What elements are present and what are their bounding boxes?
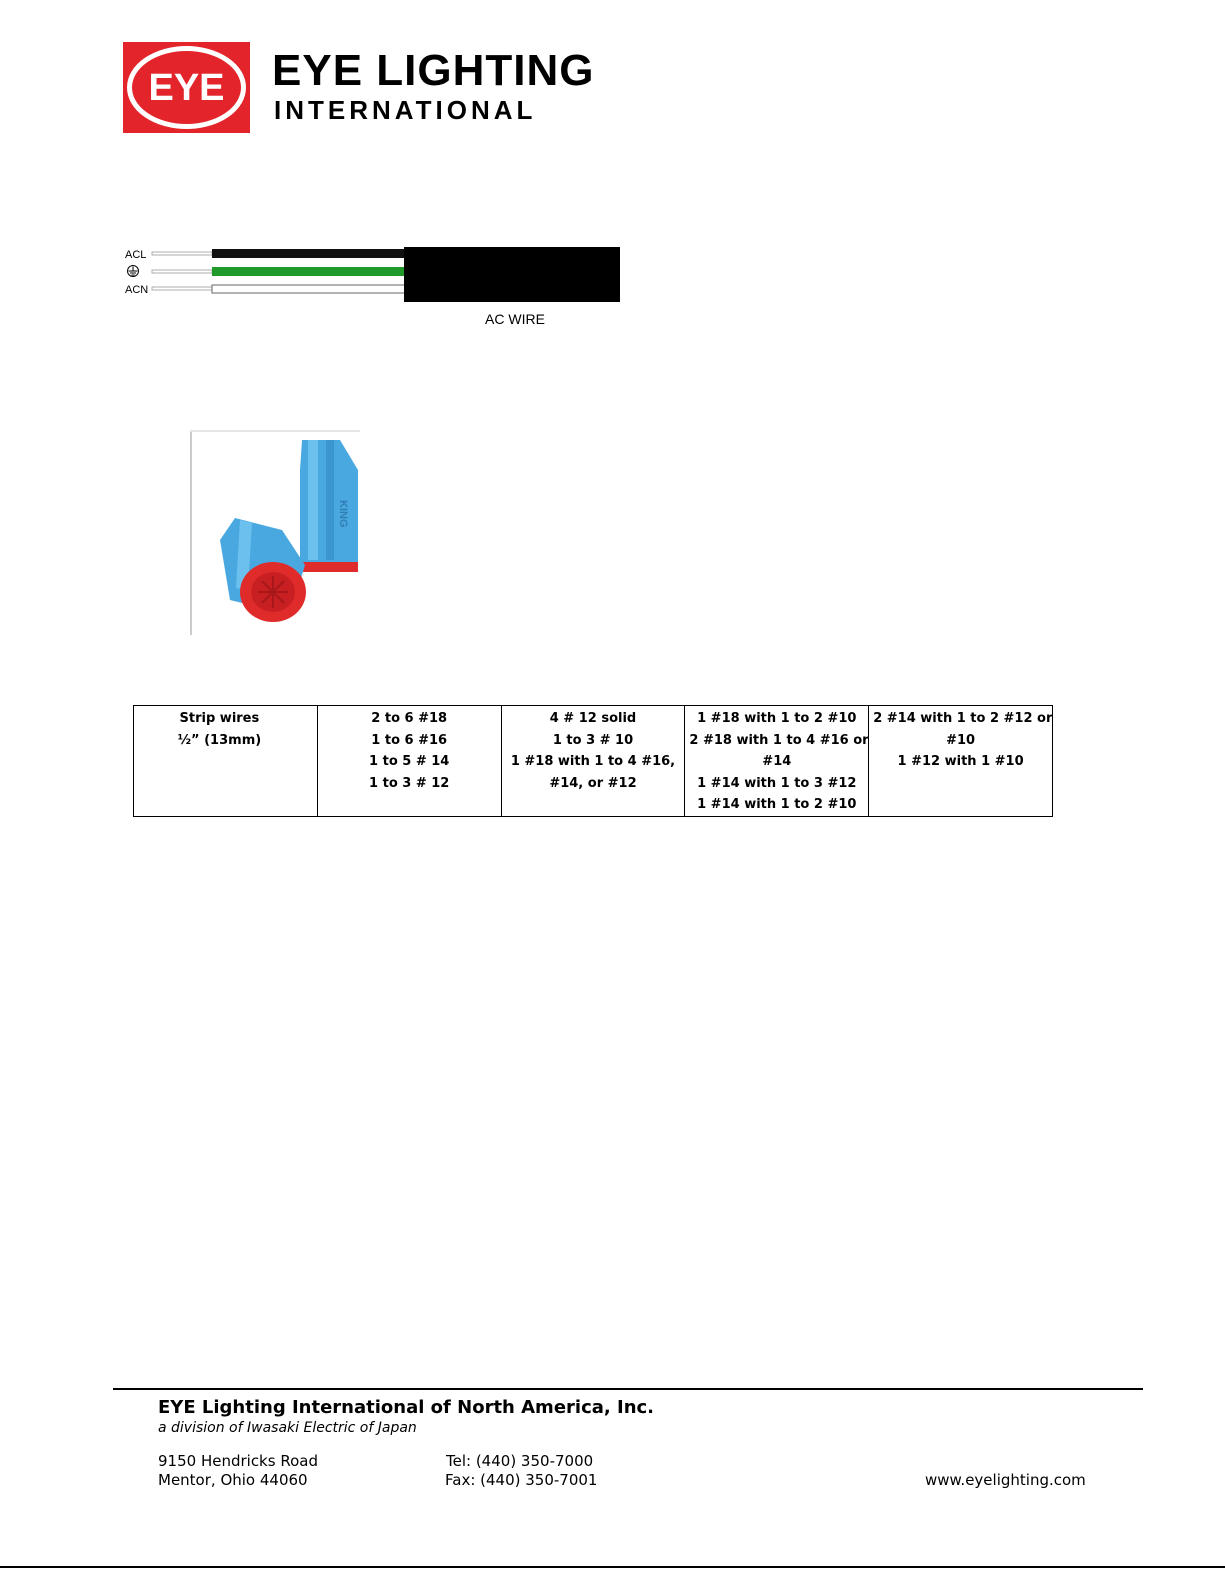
table-line: 1 #18 with 1 to 4 #16, [510,754,676,769]
wire-nut-photo [190,430,360,635]
table-line: Strip wires [179,711,260,726]
strip-length-cell [134,706,318,817]
footer-divider [113,1388,1143,1390]
table-line: 1 to 6 #16 [371,732,448,748]
table-line: #10 [946,732,976,748]
logo-wordmark-line2: INTERNATIONAL [274,95,537,125]
footer-company-name: EYE Lighting International of North America, Inc. [158,1397,655,1418]
footer-website-link[interactable]: www.eyelighting.com [925,1471,1086,1489]
wire-caption: AC WIRE [485,311,545,327]
logo-mark-text: EYE [148,67,225,109]
ac-wire-diagram [118,240,638,340]
table-line: 1 #18 with 1 to 2 #10 [697,711,857,726]
footer-fax: Fax: (440) 350-7001 [445,1471,598,1489]
ground-icon [128,266,139,277]
table-cell [317,706,501,817]
logo-wordmark-line1: EYE LIGHTING [272,46,595,95]
table-row [134,706,1053,817]
table-line: 1 #14 with 1 to 2 #10 [697,797,857,812]
footer-address-line1: 9150 Hendricks Road [158,1452,318,1470]
footer-telephone: Tel: (440) 350-7000 [446,1452,594,1470]
table-line: 1 #14 with 1 to 3 #12 [697,775,857,791]
table-line: 1 to 5 # 14 [369,754,450,769]
line-wire [212,249,408,258]
wire-nut-back [300,440,358,572]
table-line: ½” (13mm) [177,732,262,748]
wire-label-neutral: ACN [125,284,149,296]
table-line: 1 to 3 # 12 [369,775,450,791]
footer-division: a division of Iwasaki Electric of Japan [158,1420,417,1436]
table-line: 1 #12 with 1 #10 [897,754,1024,769]
table-cell [685,706,869,817]
table-line: 2 #14 with 1 to 2 #12 or [873,711,1053,726]
table-line: #14, or #12 [549,775,637,791]
table-line: 1 to 3 # 10 [552,732,634,748]
wire-jacket [404,247,620,302]
logo-mark [123,42,250,133]
table-line: #14 [762,754,792,769]
wire-label-line: ACL [125,249,147,261]
table-line: 2 to 6 #18 [371,711,448,726]
table-line: 4 # 12 solid [549,711,637,726]
neutral-wire [212,285,408,293]
wire-nut-brand: KING [337,500,349,528]
page-bottom-divider [0,1566,1225,1568]
ground-wire [212,267,408,276]
footer-address-line2: Mentor, Ohio 44060 [158,1471,308,1489]
wire-combination-table [133,705,1053,817]
table-cell [501,706,685,817]
table-cell [869,706,1053,817]
table-line: 2 #18 with 1 to 4 #16 or [689,732,869,748]
